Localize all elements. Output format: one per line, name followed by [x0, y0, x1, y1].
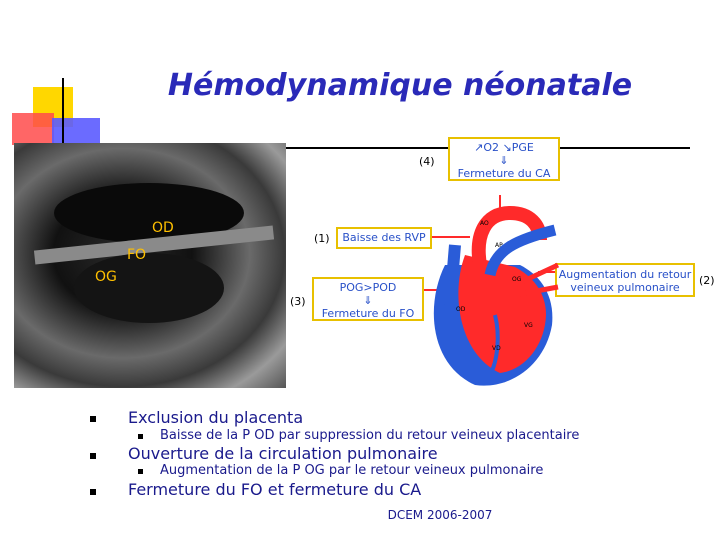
box-fermeture-fo: [312, 277, 424, 321]
echocardiogram-image: [14, 143, 286, 388]
box-ca-arrow: ⇓: [499, 154, 509, 167]
echo-label-og: OG: [95, 269, 117, 285]
box-fo-line1: POG>POD: [339, 281, 397, 294]
heart-label-vd: VD: [492, 345, 501, 352]
heart-label-ao: AO: [480, 220, 489, 227]
number-2: (2): [699, 274, 715, 287]
bullet-marker-1: [90, 416, 96, 422]
decor-blue-square: [52, 118, 100, 146]
bullet-marker-2: [90, 453, 96, 459]
bullet-2: Ouverture de la circulation pulmonaire: [128, 444, 438, 463]
heart-label-vg: VG: [524, 322, 533, 329]
box-fo-arrow: ⇓: [363, 294, 373, 307]
echo-cavity-og: [74, 253, 224, 323]
vena-cava: [450, 245, 455, 305]
number-3: (3): [290, 295, 306, 308]
box-retour-line1: Augmentation du retour: [558, 268, 692, 281]
heart-diagram: [420, 195, 560, 390]
sub-bullet-marker-2: [138, 469, 143, 474]
sub-bullet-marker-1: [138, 434, 143, 439]
box-fermeture-ca: [448, 137, 560, 181]
heart-label-od: OD: [456, 306, 466, 313]
slide-title: Hémodynamique néonatale: [167, 68, 633, 103]
bullet-marker-3: [90, 489, 96, 495]
bullet-3: Fermeture du FO et fermeture du CA: [128, 480, 422, 499]
echo-label-fo: FO: [127, 247, 147, 263]
box-rvp-text: Baisse des RVP: [342, 231, 426, 244]
slide-footer: DCEM 2006-2007: [387, 508, 493, 522]
box-fo-line2: Fermeture du FO: [321, 307, 415, 320]
sub-bullet-1: Baisse de la P OD par suppression du retour veineux placentaire: [160, 428, 580, 443]
heart-label-ap: AP: [495, 242, 503, 249]
number-4: (4): [419, 155, 435, 168]
box-retour-line2: veineux pulmonaire: [570, 281, 680, 294]
box-ca-line1: ↗O2 ↘PGE: [474, 141, 534, 154]
heart-label-og: OG: [512, 276, 522, 283]
bullet-1: Exclusion du placenta: [128, 408, 304, 427]
box-retour-veineux: [555, 263, 695, 297]
box-ca-line2: Fermeture du CA: [457, 167, 551, 180]
number-1: (1): [314, 232, 330, 245]
echo-label-od: OD: [152, 220, 174, 236]
box-baisse-rvp: [336, 227, 432, 249]
decor-red-square: [12, 113, 54, 145]
sub-bullet-2: Augmentation de la P OG par le retour veineux pulmonaire: [160, 463, 544, 478]
